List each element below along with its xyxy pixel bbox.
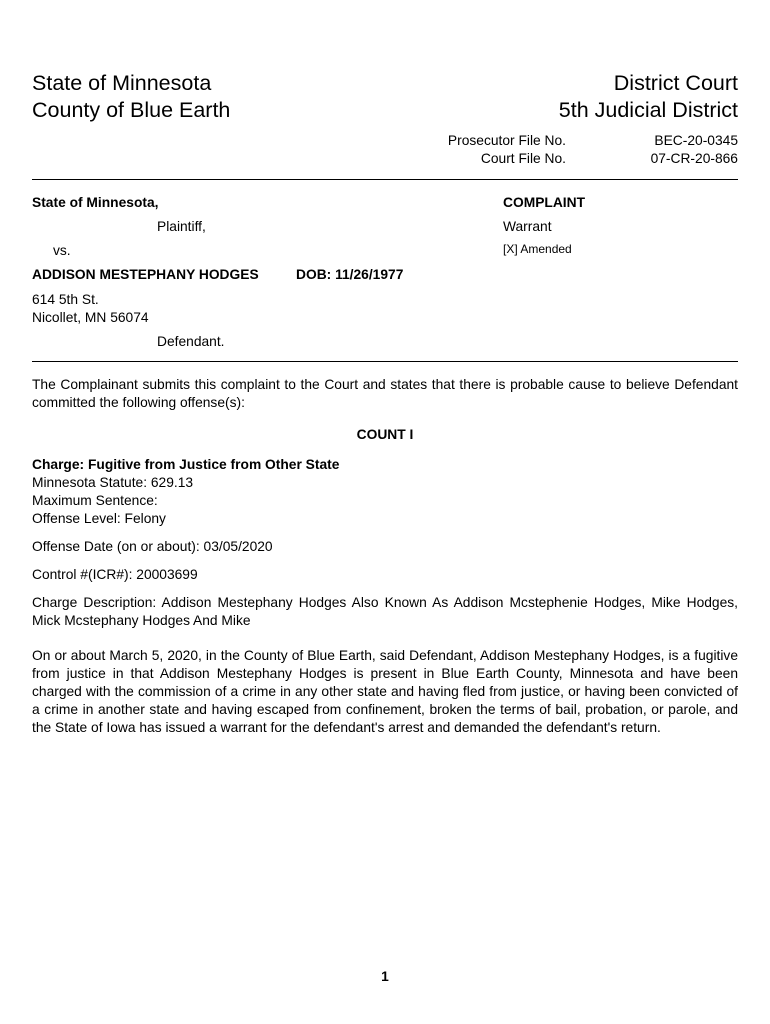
defendant-address-line2: Nicollet, MN 56074 xyxy=(32,310,149,325)
defendant-address-line1: 614 5th St. xyxy=(32,292,99,307)
defendant-role: Defendant. xyxy=(157,334,225,349)
header-district: 5th Judicial District xyxy=(558,98,738,122)
prosecutor-file-value: BEC-20-0345 xyxy=(654,133,738,148)
document-type: COMPLAINT xyxy=(503,195,586,210)
versus-label: vs. xyxy=(53,243,71,258)
control-number: Control #(ICR#): 20003699 xyxy=(32,567,198,582)
charge-description: Charge Description: Addison Mestephany Hodges Also Known As Addison Mcstephenie Hodges, Mike Hodges, Mick Mcstephany Hodges And Mike xyxy=(32,595,738,628)
intro-paragraph: The Complainant submits this complaint to the Court and states that there is probable cause to believe Defendant committed the following offense(s): xyxy=(32,377,738,410)
court-file-value: 07-CR-20-866 xyxy=(650,151,738,166)
defendant-name: ADDISON MESTEPHANY HODGES xyxy=(32,267,259,282)
charge-offense-level: Offense Level: Felony xyxy=(32,511,166,526)
charge-statute: Minnesota Statute: 629.13 xyxy=(32,475,194,490)
amended-label: [X] Amended xyxy=(503,242,572,256)
charge-max-sentence: Maximum Sentence: xyxy=(32,493,158,508)
caption-divider xyxy=(32,361,738,362)
header-state: State of Minnesota xyxy=(32,71,212,95)
plaintiff-name: State of Minnesota, xyxy=(32,195,159,210)
page-number: 1 xyxy=(381,969,389,984)
charge-title: Charge: Fugitive from Justice from Other State xyxy=(32,457,340,472)
court-file-label: Court File No. xyxy=(480,151,566,166)
header-county: County of Blue Earth xyxy=(32,98,231,122)
charge-narrative: On or about March 5, 2020, in the County of Blue Earth, said Defendant, Addison Mestephany Hodges, is a fugitive from justice in that Addison Mestephany Hodges is present in Blue Earth County, Minnesota and have been charged with the commission of a crime in any other state and having fled from justice, or having been convicted of a crime in another state and having escaped from confinement, broken the terms of bail, probation, or parole, and the State of Iowa has issued a warrant for the defendant's arrest and demanded the defendant's return. xyxy=(32,648,738,735)
header-court: District Court xyxy=(613,71,738,95)
defendant-dob: DOB: 11/26/1977 xyxy=(296,267,404,282)
header-divider xyxy=(32,179,738,180)
warrant-label: Warrant xyxy=(503,219,552,234)
plaintiff-role: Plaintiff, xyxy=(157,219,206,234)
prosecutor-file-label: Prosecutor File No. xyxy=(447,133,566,148)
count-heading: COUNT I xyxy=(356,427,414,442)
offense-date: Offense Date (on or about): 03/05/2020 xyxy=(32,539,273,554)
